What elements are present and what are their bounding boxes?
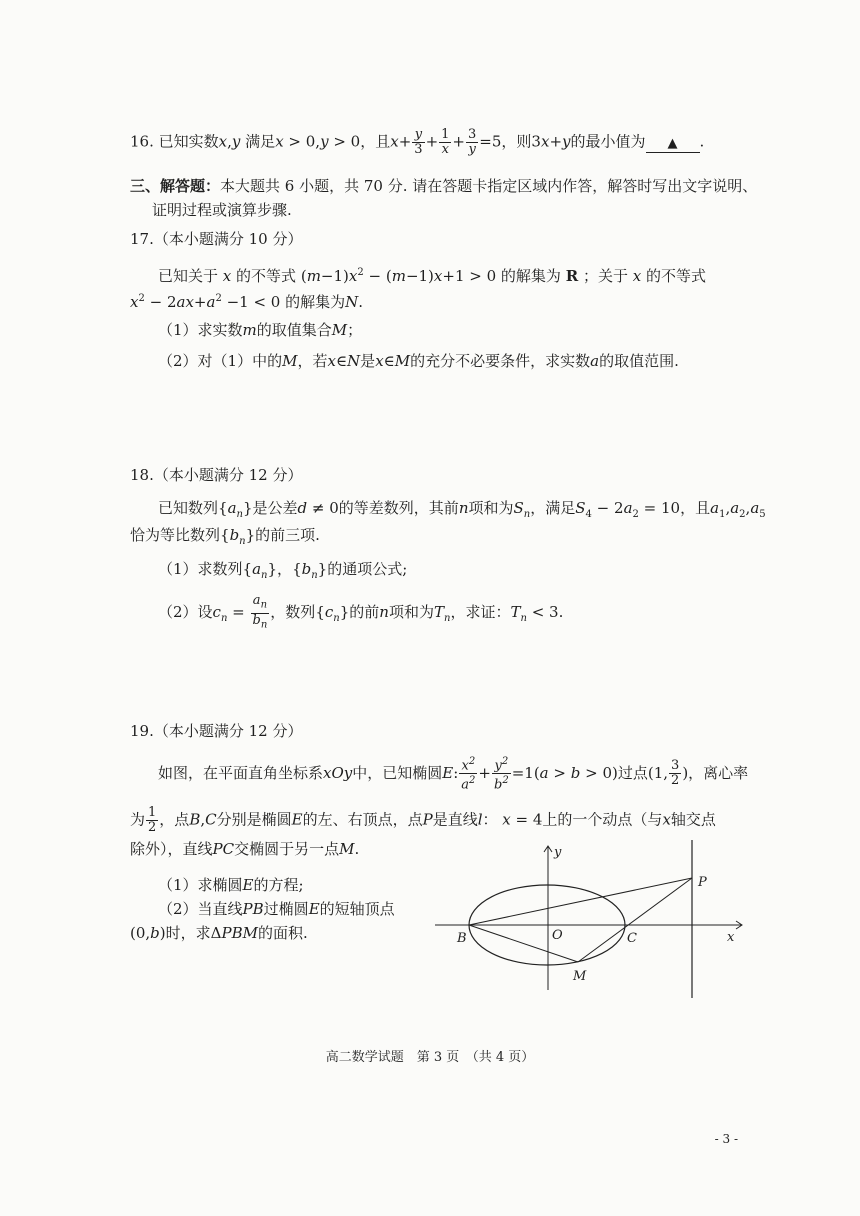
question-16: 16. 已知实数x,y 满足x > 0,y > 0，且x+ $\frac{y}{3}$ + $\frac{1}{x}$ + $\frac{3}{y}$ =5，则3x+y的最小值为 ▲ . <box>130 127 705 157</box>
question-19-part1: （1）求椭圆E的方程; <box>158 876 304 894</box>
label-C: C <box>627 931 637 946</box>
question-18-part1: （1）求数列$\{a_n\}$，$\{b_n\}$的通项公式; <box>158 560 408 581</box>
question-18-part2: （2）设$c_n$ = $\frac{a_n}{b_n}$ ，数列$\{c_n\}$的前n项和为$T_n$，求证：$T_n < 3$. <box>158 593 564 631</box>
question-18-line1: 已知数列$\{a_n\}$是公差d ≠ 0的等差数列，其前n项和为$S_n$，满足$S_4 - 2a_2 = 10$，且$a_1,a_2,a_5$ <box>158 499 766 520</box>
label-B: B <box>457 931 467 946</box>
label-y: y <box>554 845 562 860</box>
section-3-heading: 三、解答题：本大题共 6 小题，共 70 分. 请在答题卡指定区域内作答，解答时写出文字说明、 <box>130 177 758 195</box>
question-19-part2-cont: (0,b)时，求ΔPBM的面积. <box>130 924 308 942</box>
question-17-part1: （1）求实数m的取值集合M； <box>158 321 363 339</box>
question-18-line2: 恰为等比数列$\{b_n\}$的前三项. <box>130 526 320 547</box>
question-17-line2: $x^2 - 2ax+a^2 -1 < 0$ 的解集为N. <box>130 293 364 311</box>
question-19-part2: （2）当直线PB过椭圆E的短轴顶点 <box>158 900 395 918</box>
question-19-line2: 为 $\frac{1}{2}$ ，点B,C分别是椭圆E的左、右顶点，点P是直线l： x = 4上的一个动点（与x轴交点 <box>130 805 716 835</box>
label-O: O <box>552 928 563 943</box>
question-19-line1: 如图，在平面直角坐标系xOy中，已知椭圆E: $\frac{x^2}{a^2}$ + $\frac{y^2}{b^2}$ =1(a > b > 0)过点(1, $\frac{3}{2}$ )，离心率 <box>158 756 749 793</box>
ellipse-diagram <box>430 840 750 1000</box>
label-M: M <box>573 969 587 984</box>
label-P: P <box>698 875 707 890</box>
question-17-header: 17.（本小题满分 10 分） <box>130 230 303 248</box>
question-17-part2: （2）对（1）中的M，若x∈N是x∈M的充分不必要条件，求实数a的取值范围. <box>158 352 679 370</box>
segment-PB <box>469 878 692 925</box>
question-18-header: 18.（本小题满分 12 分） <box>130 466 303 484</box>
question-17-line1: 已知关于 x 的不等式 $(m-1)x^2 - (m-1)x+1 > 0$ 的解集为 R ；关于 x 的不等式 <box>158 267 707 285</box>
answer-blank: ▲ <box>646 136 700 153</box>
question-19-header: 19.（本小题满分 12 分） <box>130 722 303 740</box>
page-footer: 高二数学试题 第 3 页 （共 4 页） <box>325 1050 535 1065</box>
page-number: - 3 - <box>714 1132 738 1146</box>
ellipse-figure <box>430 840 750 1000</box>
section-3-desc: 证明过程或演算步骤. <box>152 201 292 219</box>
label-x: x <box>727 930 735 945</box>
segment-PM <box>578 878 692 962</box>
question-19-line3: 除外），直线PC交椭圆于另一点M. <box>130 840 360 858</box>
